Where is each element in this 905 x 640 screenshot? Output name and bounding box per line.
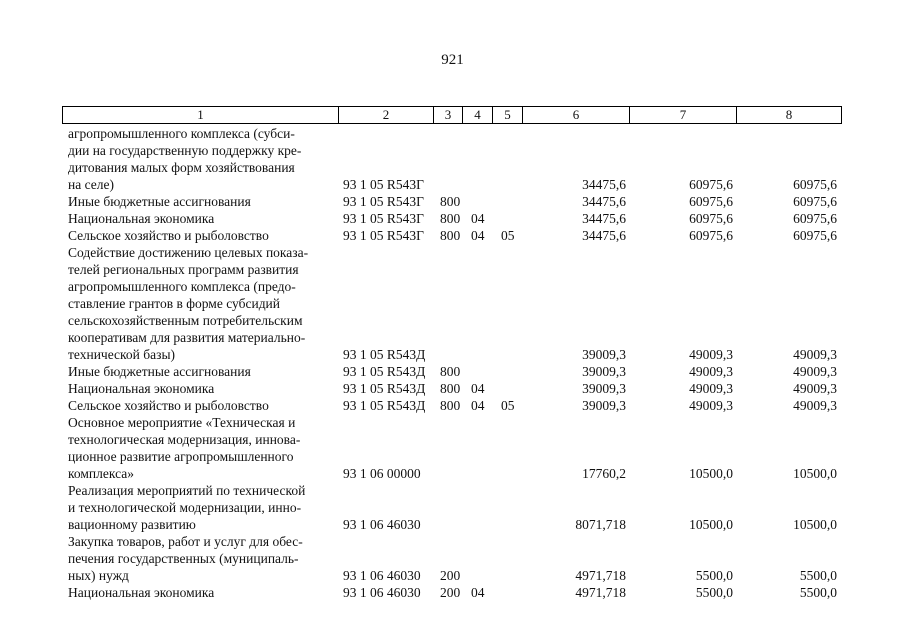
description-line: телей региональных программ развития — [68, 262, 299, 277]
row-expense-type: 800 — [440, 381, 461, 396]
row-value-col7: 60975,6 — [689, 228, 733, 243]
table-row — [0, 227, 905, 244]
row-value-col8: 10500,0 — [793, 517, 837, 532]
row-value-col6: 39009,3 — [582, 347, 626, 362]
row-code: 93 1 05 R543Д — [343, 398, 426, 413]
header-col-6: 6 — [523, 107, 630, 123]
row-value-col8: 60975,6 — [793, 177, 837, 192]
header-col-4: 4 — [463, 107, 493, 123]
row-value-col7: 49009,3 — [689, 364, 733, 379]
row-section: 04 — [471, 211, 485, 226]
header-col-1: 1 — [63, 107, 339, 123]
row-code: 93 1 05 R543Д — [343, 381, 426, 396]
row-code: 93 1 06 46030 — [343, 568, 421, 583]
row-expense-type: 200 — [440, 585, 461, 600]
table-row — [0, 482, 905, 533]
row-value-col8: 60975,6 — [793, 211, 837, 226]
row-code: 93 1 06 46030 — [343, 585, 421, 600]
row-value-col6: 4971,718 — [575, 585, 626, 600]
table-row — [0, 244, 905, 363]
row-description — [68, 584, 336, 601]
table-body — [0, 125, 905, 601]
row-description — [68, 193, 336, 210]
table-row — [0, 380, 905, 397]
row-value-col7: 49009,3 — [689, 398, 733, 413]
description-line: ных) нужд — [68, 568, 129, 583]
row-description — [68, 210, 336, 227]
row-code: 93 1 05 R543Д — [343, 347, 426, 362]
row-value-col6: 34475,6 — [582, 177, 626, 192]
row-expense-type: 800 — [440, 194, 461, 209]
table-row — [0, 584, 905, 601]
page-number: 921 — [441, 52, 464, 68]
table-row — [0, 397, 905, 414]
description-line: Сельское хозяйство и рыболовство — [68, 228, 269, 243]
row-value-col6: 34475,6 — [582, 211, 626, 226]
row-expense-type: 800 — [440, 228, 461, 243]
row-code: 93 1 05 R543Г — [343, 177, 424, 192]
row-value-col8: 5500,0 — [799, 568, 837, 583]
description-line: Национальная экономика — [68, 381, 215, 396]
row-subsection: 05 — [501, 398, 515, 413]
row-description — [68, 397, 336, 414]
row-value-col8: 60975,6 — [793, 228, 837, 243]
row-description — [68, 125, 336, 193]
row-value-col6: 39009,3 — [582, 398, 626, 413]
description-line: ставление грантов в форме субсидий — [68, 296, 281, 311]
description-line: печения государственных (муниципаль- — [68, 551, 299, 566]
description-line: сельскохозяйственным потребительским — [68, 313, 303, 328]
row-expense-type: 800 — [440, 398, 461, 413]
header-col-2: 2 — [339, 107, 434, 123]
description-line: Национальная экономика — [68, 211, 215, 226]
table-row — [0, 125, 905, 193]
row-subsection: 05 — [501, 228, 515, 243]
row-value-col7: 5500,0 — [695, 568, 733, 583]
table-row — [0, 533, 905, 584]
row-description — [68, 380, 336, 397]
row-value-col7: 5500,0 — [695, 585, 733, 600]
header-col-5: 5 — [493, 107, 523, 123]
row-value-col7: 60975,6 — [689, 177, 733, 192]
row-expense-type: 200 — [440, 568, 461, 583]
row-description — [68, 227, 336, 244]
description-line: и технологической модернизации, инно- — [68, 500, 302, 515]
row-section: 04 — [471, 585, 485, 600]
row-value-col8: 49009,3 — [793, 364, 837, 379]
row-value-col6: 39009,3 — [582, 364, 626, 379]
description-line: агропромышленного комплекса (предо- — [68, 279, 296, 294]
row-value-col8: 49009,3 — [793, 398, 837, 413]
description-line: дии на государственную поддержку кре- — [68, 143, 302, 158]
description-line: Сельское хозяйство и рыболовство — [68, 398, 269, 413]
row-code: 93 1 05 R543Д — [343, 364, 426, 379]
row-value-col6: 17760,2 — [582, 466, 626, 481]
description-line: технологическая модернизация, иннова- — [68, 432, 301, 447]
header-col-8: 8 — [785, 107, 793, 122]
description-line: технической базы) — [68, 347, 176, 362]
description-line: Закупка товаров, работ и услуг для обес- — [68, 534, 303, 549]
row-value-col8: 10500,0 — [793, 466, 837, 481]
description-line: Основное мероприятие «Техническая и — [68, 415, 296, 430]
table-row — [0, 414, 905, 482]
description-line: кооперативам для развития материально- — [68, 330, 306, 345]
row-value-col7: 60975,6 — [689, 211, 733, 226]
row-section: 04 — [471, 398, 485, 413]
description-line: дитования малых форм хозяйствования — [68, 160, 295, 175]
row-value-col6: 4971,718 — [575, 568, 626, 583]
description-line: вационному развитию — [68, 517, 196, 532]
row-value-col6: 8071,718 — [575, 517, 626, 532]
row-value-col6: 34475,6 — [582, 228, 626, 243]
row-description — [68, 244, 336, 363]
row-code: 93 1 06 00000 — [343, 466, 421, 481]
row-value-col8: 49009,3 — [793, 381, 837, 396]
description-line: Реализация мероприятий по технической — [68, 483, 306, 498]
row-section: 04 — [471, 228, 485, 243]
row-value-col7: 10500,0 — [689, 466, 733, 481]
table-row — [0, 363, 905, 380]
row-description — [68, 482, 336, 533]
row-value-col6: 39009,3 — [582, 381, 626, 396]
row-value-col8: 60975,6 — [793, 194, 837, 209]
row-value-col7: 49009,3 — [689, 347, 733, 362]
row-code: 93 1 05 R543Г — [343, 228, 424, 243]
row-description — [68, 414, 336, 482]
description-line: Содействие достижению целевых показа- — [68, 245, 309, 260]
table-header — [62, 106, 842, 124]
description-line: ционное развитие агропромышленного — [68, 449, 294, 464]
row-value-col8: 49009,3 — [793, 347, 837, 362]
row-value-col6: 34475,6 — [582, 194, 626, 209]
row-value-col8: 5500,0 — [799, 585, 837, 600]
description-line: агропромышленного комплекса (субси- — [68, 126, 295, 141]
header-col-3: 3 — [434, 107, 463, 123]
description-line: Иные бюджетные ассигнования — [68, 194, 251, 209]
row-expense-type: 800 — [440, 364, 461, 379]
row-expense-type: 800 — [440, 211, 461, 226]
row-section: 04 — [471, 381, 485, 396]
row-value-col7: 10500,0 — [689, 517, 733, 532]
header-col-7: 7 — [630, 107, 737, 123]
row-description — [68, 533, 336, 584]
row-code: 93 1 06 46030 — [343, 517, 421, 532]
row-description — [68, 363, 336, 380]
description-line: Иные бюджетные ассигнования — [68, 364, 251, 379]
description-line: Национальная экономика — [68, 585, 215, 600]
table-row — [0, 193, 905, 210]
row-value-col7: 60975,6 — [689, 194, 733, 209]
row-code: 93 1 05 R543Г — [343, 194, 424, 209]
description-line: комплекса» — [68, 466, 134, 481]
description-line: на селе) — [68, 177, 114, 192]
row-code: 93 1 05 R543Г — [343, 211, 424, 226]
row-value-col7: 49009,3 — [689, 381, 733, 396]
table-row — [0, 210, 905, 227]
